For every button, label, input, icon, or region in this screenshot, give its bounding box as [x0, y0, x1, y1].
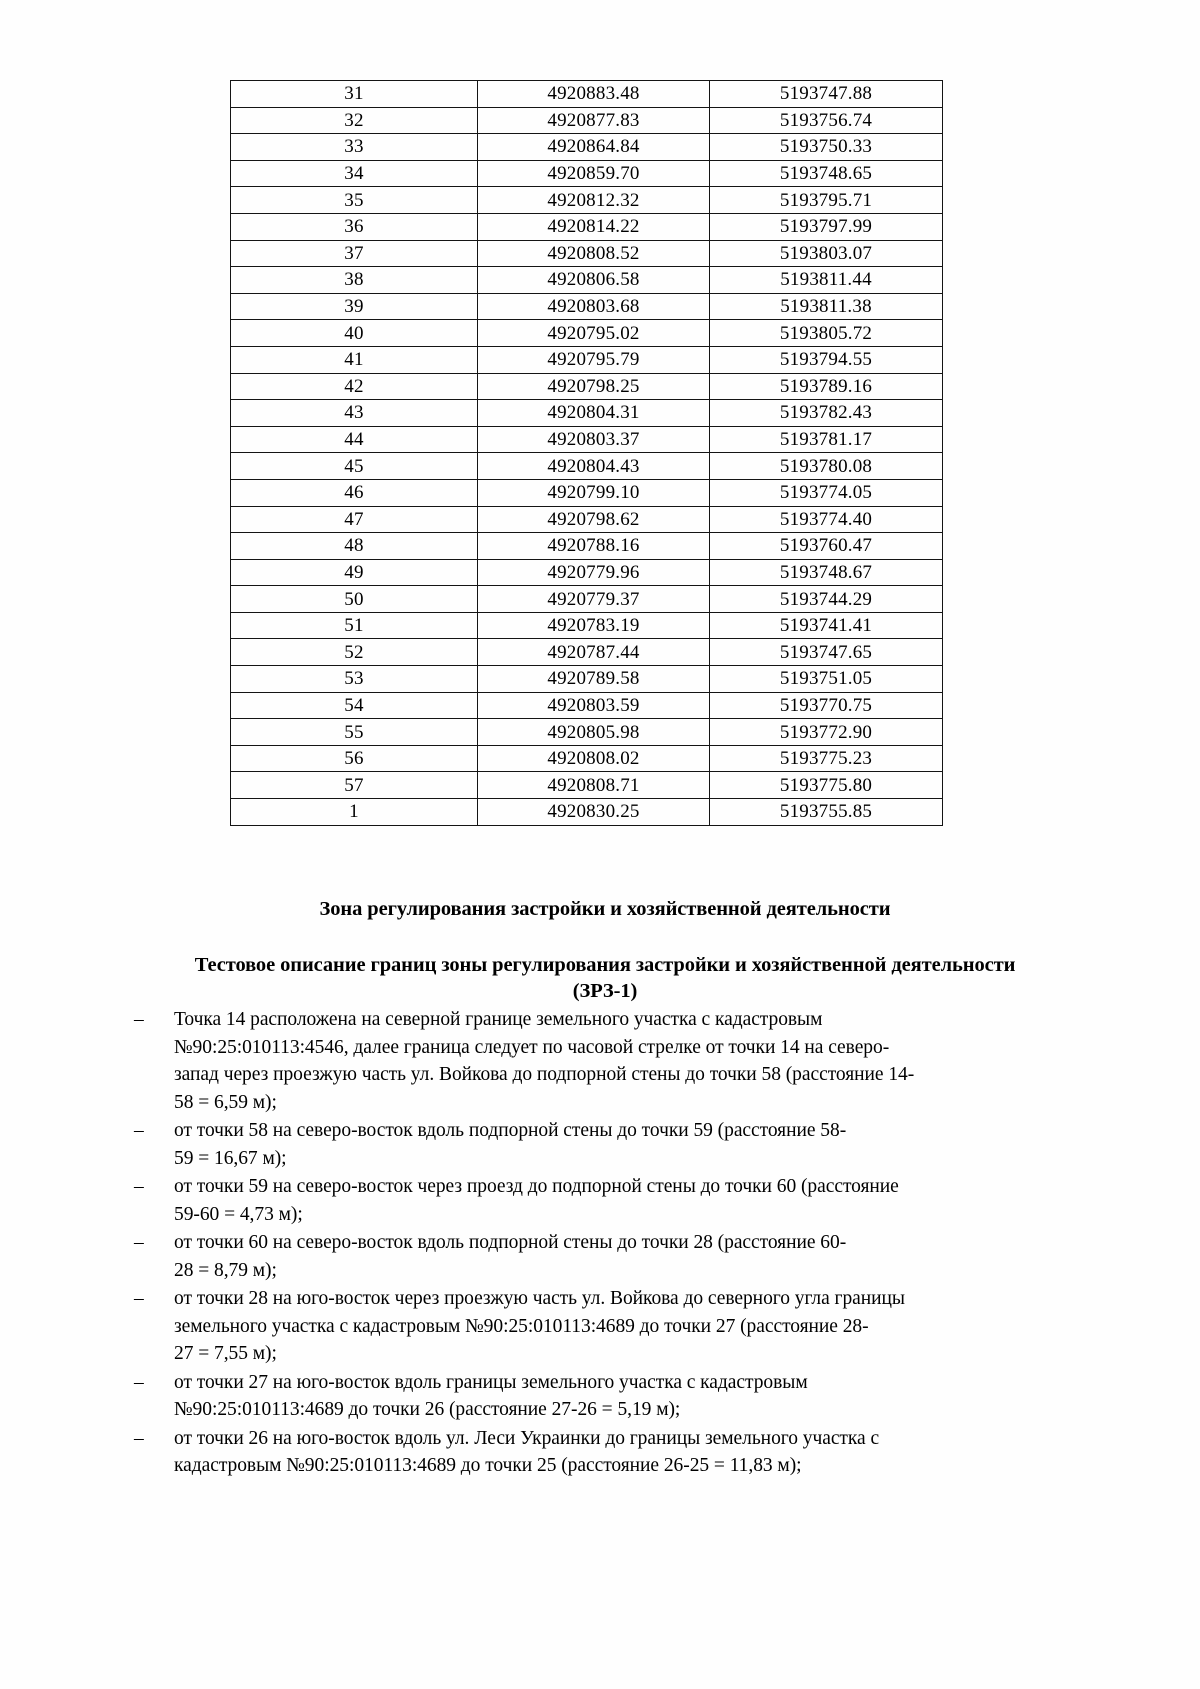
- cell-coordinate-x: 4920804.43: [478, 453, 710, 480]
- cell-coordinate-x: 4920805.98: [478, 719, 710, 746]
- list-item-text: [174, 1285, 1081, 1368]
- table-row: [231, 745, 943, 772]
- cell-coordinate-x: 4920783.19: [478, 612, 710, 639]
- list-item-line: земельного участка с кадастровым №90:25:010113:4689 до точки 27 (расстояние 28-: [174, 1315, 869, 1337]
- cell-coordinate-y: 5193797.99: [710, 213, 943, 240]
- cell-coordinate-y: 5193751.05: [710, 666, 943, 693]
- cell-coordinate-x: 4920779.96: [478, 559, 710, 586]
- cell-coordinate-x: 4920859.70: [478, 160, 710, 187]
- cell-coordinate-y: 5193756.74: [710, 107, 943, 134]
- list-item-line: Точка 14 расположена на северной границе земельного участка с кадастровым: [174, 1009, 823, 1030]
- cell-point-number: 53: [231, 666, 478, 693]
- table-row: [231, 799, 943, 826]
- cell-point-number: 31: [231, 81, 478, 108]
- cell-coordinate-x: 4920803.37: [478, 426, 710, 453]
- cell-point-number: 48: [231, 533, 478, 560]
- table-row: [231, 719, 943, 746]
- table-row: [231, 506, 943, 533]
- cell-coordinate-x: 4920812.32: [478, 187, 710, 214]
- cell-coordinate-x: 4920803.59: [478, 692, 710, 719]
- cell-coordinate-x: 4920803.68: [478, 293, 710, 320]
- table-row: [231, 453, 943, 480]
- cell-point-number: 38: [231, 267, 478, 294]
- list-item-text: [174, 1117, 1081, 1172]
- list-item: [131, 1229, 1081, 1284]
- zone-heading: Зона регулирования застройки и хозяйственной деятельности: [319, 898, 891, 920]
- list-item: [131, 1006, 1081, 1116]
- bullet-dash-icon: –: [134, 1176, 144, 1197]
- list-item: [131, 1117, 1081, 1172]
- list-item-line: 58 = 6,59 м);: [174, 1091, 277, 1113]
- coordinates-table-container: [230, 80, 942, 826]
- cell-coordinate-x: 4920798.62: [478, 506, 710, 533]
- list-item-line: от точки 59 на северо-восток через проезд до подпорной стены до точки 60 (расстояние: [174, 1176, 899, 1197]
- cell-coordinate-y: 5193811.38: [710, 293, 943, 320]
- cell-point-number: 47: [231, 506, 478, 533]
- cell-coordinate-y: 5193811.44: [710, 267, 943, 294]
- cell-point-number: 42: [231, 373, 478, 400]
- cell-point-number: 34: [231, 160, 478, 187]
- cell-coordinate-y: 5193780.08: [710, 453, 943, 480]
- list-item-line: от точки 28 на юго-восток через проезжую часть ул. Войкова до северного угла границы: [174, 1288, 905, 1309]
- cell-coordinate-y: 5193789.16: [710, 373, 943, 400]
- cell-coordinate-y: 5193772.90: [710, 719, 943, 746]
- cell-point-number: 35: [231, 187, 478, 214]
- cell-coordinate-y: 5193770.75: [710, 692, 943, 719]
- cell-coordinate-x: 4920808.52: [478, 240, 710, 267]
- cell-point-number: 37: [231, 240, 478, 267]
- cell-point-number: 52: [231, 639, 478, 666]
- cell-coordinate-x: 4920789.58: [478, 666, 710, 693]
- list-item-text: [174, 1173, 1081, 1228]
- list-item: [131, 1173, 1081, 1228]
- bullet-dash-icon: –: [134, 1009, 144, 1030]
- bullet-dash-icon: –: [134, 1120, 144, 1141]
- cell-point-number: 33: [231, 134, 478, 161]
- table-row: [231, 586, 943, 613]
- table-row: [231, 772, 943, 799]
- table-row: [231, 479, 943, 506]
- cell-coordinate-y: 5193774.05: [710, 479, 943, 506]
- cell-point-number: 57: [231, 772, 478, 799]
- table-row: [231, 373, 943, 400]
- table-row: [231, 240, 943, 267]
- table-row: [231, 400, 943, 427]
- cell-point-number: 1: [231, 799, 478, 826]
- cell-coordinate-x: 4920830.25: [478, 799, 710, 826]
- cell-point-number: 41: [231, 346, 478, 373]
- list-item-text: [174, 1229, 1081, 1284]
- list-item-line: №90:25:010113:4689 до точки 26 (расстояние 27-26 = 5,19 м);: [174, 1399, 681, 1420]
- list-item-line: от точки 58 на северо-восток вдоль подпорной стены до точки 59 (расстояние 58-: [174, 1120, 847, 1141]
- cell-coordinate-y: 5193755.85: [710, 799, 943, 826]
- description-heading-line-2: деятельности (ЗРЗ-1): [572, 954, 1016, 1002]
- cell-point-number: 55: [231, 719, 478, 746]
- cell-point-number: 36: [231, 213, 478, 240]
- cell-coordinate-y: 5193748.67: [710, 559, 943, 586]
- cell-coordinate-y: 5193744.29: [710, 586, 943, 613]
- list-item-line: запад через проезжую часть ул. Войкова до подпорной стены до точки 58 (расстояние 14-: [174, 1064, 915, 1085]
- cell-coordinate-y: 5193774.40: [710, 506, 943, 533]
- table-row: [231, 160, 943, 187]
- cell-coordinate-y: 5193794.55: [710, 346, 943, 373]
- cell-coordinate-x: 4920788.16: [478, 533, 710, 560]
- table-row: [231, 426, 943, 453]
- cell-coordinate-x: 4920804.31: [478, 400, 710, 427]
- cell-coordinate-x: 4920806.58: [478, 267, 710, 294]
- boundary-description-list: [131, 1006, 1081, 1481]
- list-item-line: от точки 26 на юго-восток вдоль ул. Леси Украинки до границы земельного участка с: [174, 1427, 880, 1449]
- bullet-dash-icon: –: [134, 1371, 144, 1393]
- table-row: [231, 639, 943, 666]
- list-item-line: 59-60 = 4,73 м);: [174, 1203, 303, 1225]
- cell-coordinate-x: 4920808.02: [478, 745, 710, 772]
- table-row: [231, 187, 943, 214]
- cell-coordinate-y: 5193747.88: [710, 81, 943, 108]
- table-row: [231, 692, 943, 719]
- coordinates-table: [230, 80, 943, 826]
- list-item: [131, 1285, 1081, 1368]
- cell-coordinate-x: 4920799.10: [478, 479, 710, 506]
- cell-coordinate-y: 5193741.41: [710, 612, 943, 639]
- table-row: [231, 293, 943, 320]
- list-item-line: 27 = 7,55 м);: [174, 1343, 277, 1364]
- cell-coordinate-x: 4920795.79: [478, 346, 710, 373]
- list-item-line: №90:25:010113:4546, далее граница следует по часовой стрелке от точки 14 на северо-: [174, 1036, 890, 1058]
- list-item-line: 28 = 8,79 м);: [174, 1259, 277, 1281]
- cell-coordinate-y: 5193750.33: [710, 134, 943, 161]
- cell-point-number: 44: [231, 426, 478, 453]
- cell-coordinate-y: 5193747.65: [710, 639, 943, 666]
- list-item-line: 59 = 16,67 м);: [174, 1147, 287, 1169]
- bullet-dash-icon: –: [134, 1232, 144, 1253]
- cell-coordinate-x: 4920808.71: [478, 772, 710, 799]
- cell-coordinate-y: 5193775.23: [710, 745, 943, 772]
- cell-point-number: 32: [231, 107, 478, 134]
- cell-point-number: 54: [231, 692, 478, 719]
- cell-coordinate-x: 4920787.44: [478, 639, 710, 666]
- bullet-dash-icon: –: [134, 1427, 144, 1449]
- cell-coordinate-y: 5193782.43: [710, 400, 943, 427]
- cell-point-number: 45: [231, 453, 478, 480]
- cell-coordinate-y: 5193760.47: [710, 533, 943, 560]
- table-row: [231, 267, 943, 294]
- list-item-text: [174, 1425, 1081, 1480]
- cell-coordinate-x: 4920877.83: [478, 107, 710, 134]
- cell-point-number: 46: [231, 479, 478, 506]
- cell-coordinate-y: 5193803.07: [710, 240, 943, 267]
- cell-coordinate-x: 4920864.84: [478, 134, 710, 161]
- cell-coordinate-y: 5193805.72: [710, 320, 943, 347]
- cell-coordinate-x: 4920779.37: [478, 586, 710, 613]
- description-heading-line-1: Тестовое описание границ зоны регулирования застройки и хозяйственной: [194, 954, 887, 976]
- cell-point-number: 43: [231, 400, 478, 427]
- list-item: [131, 1425, 1081, 1480]
- table-row: [231, 320, 943, 347]
- table-row: [231, 134, 943, 161]
- cell-coordinate-x: 4920795.02: [478, 320, 710, 347]
- list-item-line: от точки 27 на юго-восток вдоль границы земельного участка с кадастровым: [174, 1371, 808, 1393]
- cell-coordinate-y: 5193795.71: [710, 187, 943, 214]
- cell-point-number: 56: [231, 745, 478, 772]
- coordinates-table-body: [231, 81, 943, 826]
- table-row: [231, 346, 943, 373]
- cell-point-number: 51: [231, 612, 478, 639]
- cell-coordinate-x: 4920798.25: [478, 373, 710, 400]
- cell-point-number: 50: [231, 586, 478, 613]
- table-row: [231, 107, 943, 134]
- cell-coordinate-y: 5193748.65: [710, 160, 943, 187]
- cell-coordinate-y: 5193781.17: [710, 426, 943, 453]
- cell-point-number: 49: [231, 559, 478, 586]
- list-item-text: [174, 1006, 1081, 1116]
- table-row: [231, 533, 943, 560]
- table-row: [231, 612, 943, 639]
- cell-coordinate-y: 5193775.80: [710, 772, 943, 799]
- list-item: [131, 1369, 1081, 1424]
- cell-coordinate-x: 4920814.22: [478, 213, 710, 240]
- description-heading: [185, 952, 1025, 1004]
- table-row: [231, 559, 943, 586]
- table-row: [231, 666, 943, 693]
- cell-point-number: 40: [231, 320, 478, 347]
- table-row: [231, 213, 943, 240]
- bullet-dash-icon: –: [134, 1288, 144, 1309]
- list-item-line: кадастровым №90:25:010113:4689 до точки 25 (расстояние 26-25 = 11,83 м);: [174, 1455, 802, 1476]
- cell-point-number: 39: [231, 293, 478, 320]
- table-row: [231, 81, 943, 108]
- list-item-text: [174, 1369, 1081, 1424]
- cell-coordinate-x: 4920883.48: [478, 81, 710, 108]
- list-item-line: от точки 60 на северо-восток вдоль подпорной стены до точки 28 (расстояние 60-: [174, 1232, 847, 1253]
